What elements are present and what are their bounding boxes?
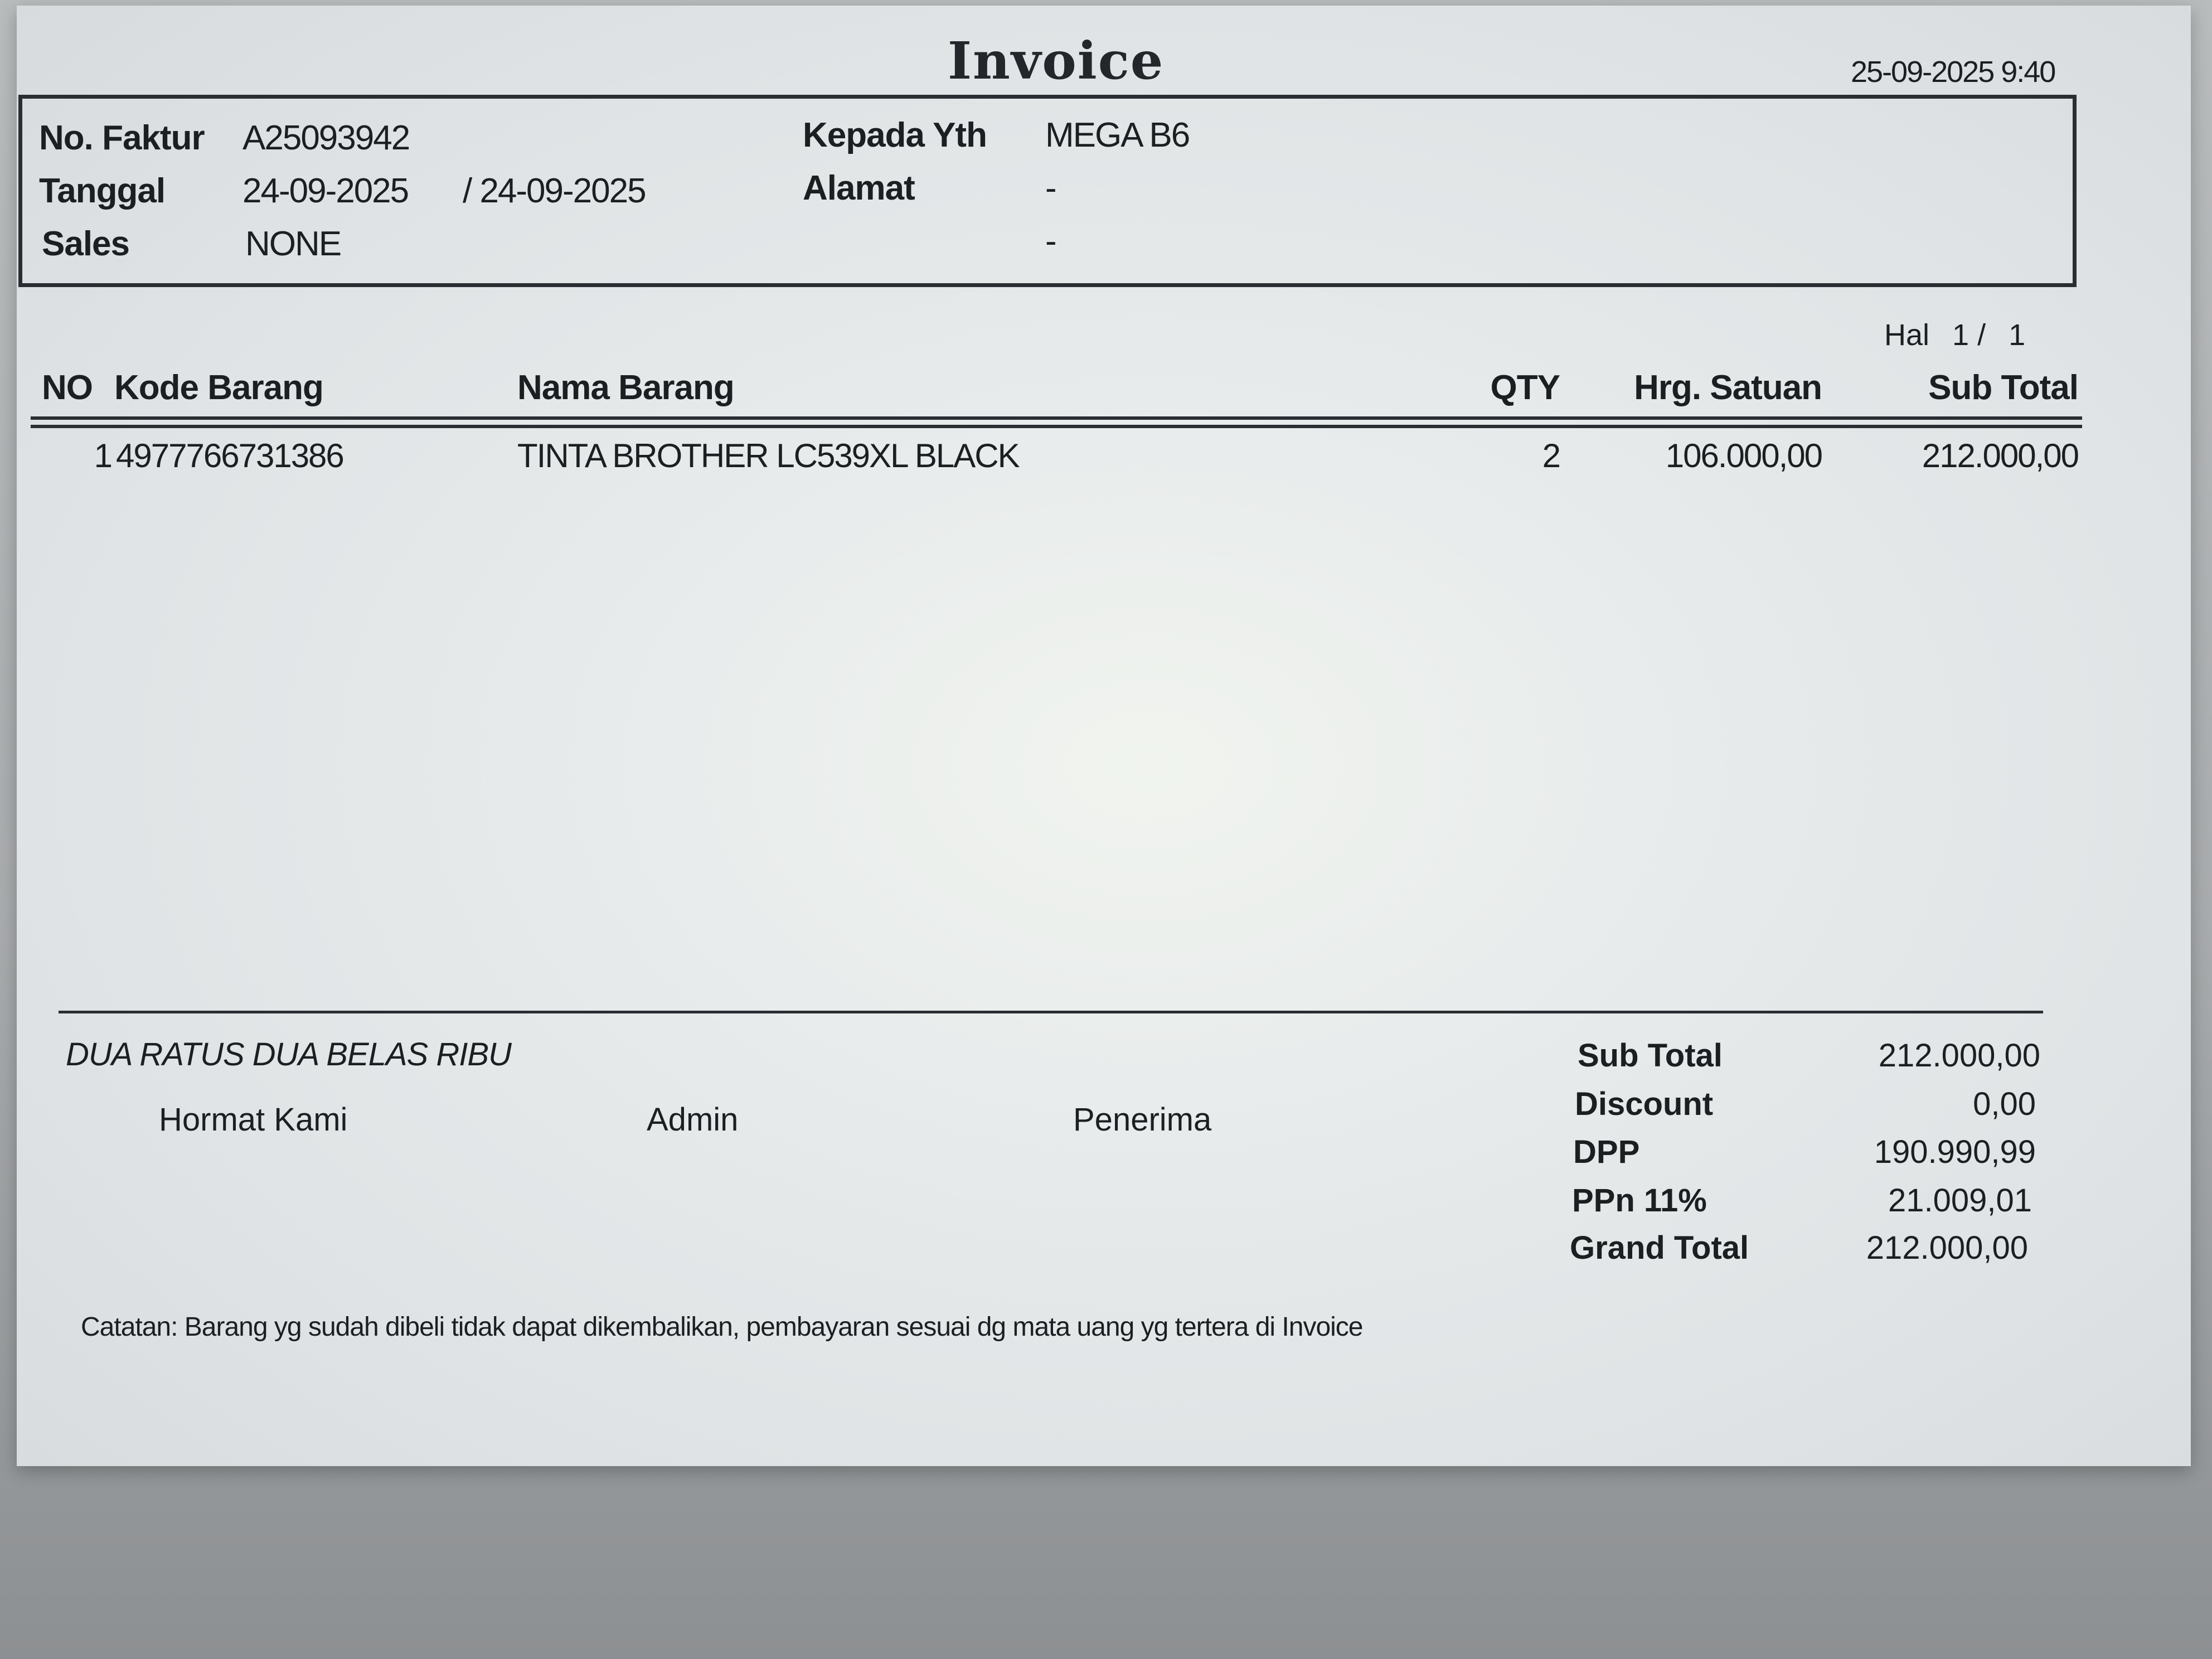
discount-label: Discount <box>1575 1086 1714 1122</box>
footer-rule <box>59 1011 2043 1013</box>
grand-total-value: 212.000,00 <box>1866 1230 2028 1266</box>
sales-label: Sales <box>42 225 130 263</box>
recipient-label: Kepada Yth <box>803 116 987 154</box>
sales-value: NONE <box>245 225 341 263</box>
column-header-subtotal: Sub Total <box>1928 368 2078 407</box>
invoice-title: Invoice <box>948 31 1165 91</box>
recipient-value: MEGA B6 <box>1045 116 1190 154</box>
invoice-no-label: No. Faktur <box>39 119 205 157</box>
ppn-label: PPn 11% <box>1572 1182 1707 1219</box>
subtotal-value: 212.000,00 <box>1878 1037 2040 1074</box>
invoice-sheet <box>17 6 2191 1466</box>
page-indicator <box>1884 318 2040 352</box>
header-rule-bottom <box>31 425 2082 428</box>
page-label: Hal <box>1884 318 1930 352</box>
due-date-value: / 24-09-2025 <box>463 172 646 210</box>
address-line-2: - <box>1045 222 1056 260</box>
row-qty: 2 <box>1542 437 1560 474</box>
row-name: TINTA BROTHER LC539XL BLACK <box>517 437 1019 474</box>
amount-in-words: DUA RATUS DUA BELAS RIBU <box>66 1036 511 1073</box>
invoice-no-value: A25093942 <box>242 119 410 157</box>
invoice-note: Catatan: Barang yg sudah dibeli tidak dapat dikembalikan, pembayaran sesuai dg mata uang yg tertera di Invoice <box>81 1312 1363 1342</box>
dpp-value: 190.990,99 <box>1874 1134 2036 1170</box>
address-label: Alamat <box>803 169 915 207</box>
date-label: Tanggal <box>39 172 166 210</box>
row-subtotal: 212.000,00 <box>1922 437 2078 474</box>
printed-timestamp: 25-09-2025 9:40 <box>1851 55 2055 89</box>
grand-total-label: Grand Total <box>1570 1230 1749 1266</box>
column-header-qty: QTY <box>1490 368 1560 407</box>
page-current: 1 / <box>1952 318 1986 352</box>
invoice-header-box <box>18 95 2077 287</box>
row-unit-price: 106.000,00 <box>1665 437 1822 474</box>
signature-admin: Admin <box>647 1102 739 1138</box>
header-rule-top <box>31 416 2082 420</box>
discount-value: 0,00 <box>1973 1086 2036 1122</box>
signature-penerima: Penerima <box>1073 1102 1212 1138</box>
dpp-label: DPP <box>1573 1134 1640 1170</box>
column-header-no: NO <box>42 368 93 407</box>
signature-hormat-kami: Hormat Kami <box>159 1102 348 1138</box>
column-header-code: Kode Barang <box>114 368 323 407</box>
subtotal-label: Sub Total <box>1578 1037 1723 1074</box>
page-total: 1 <box>2009 318 2026 352</box>
row-code: 4977766731386 <box>116 437 343 474</box>
column-header-name: Nama Barang <box>517 368 734 407</box>
row-no: 1 <box>94 437 111 474</box>
ppn-value: 21.009,01 <box>1888 1182 2032 1219</box>
column-header-unit-price: Hrg. Satuan <box>1634 368 1822 407</box>
date-value: 24-09-2025 <box>242 172 409 210</box>
address-line-1: - <box>1045 169 1056 207</box>
